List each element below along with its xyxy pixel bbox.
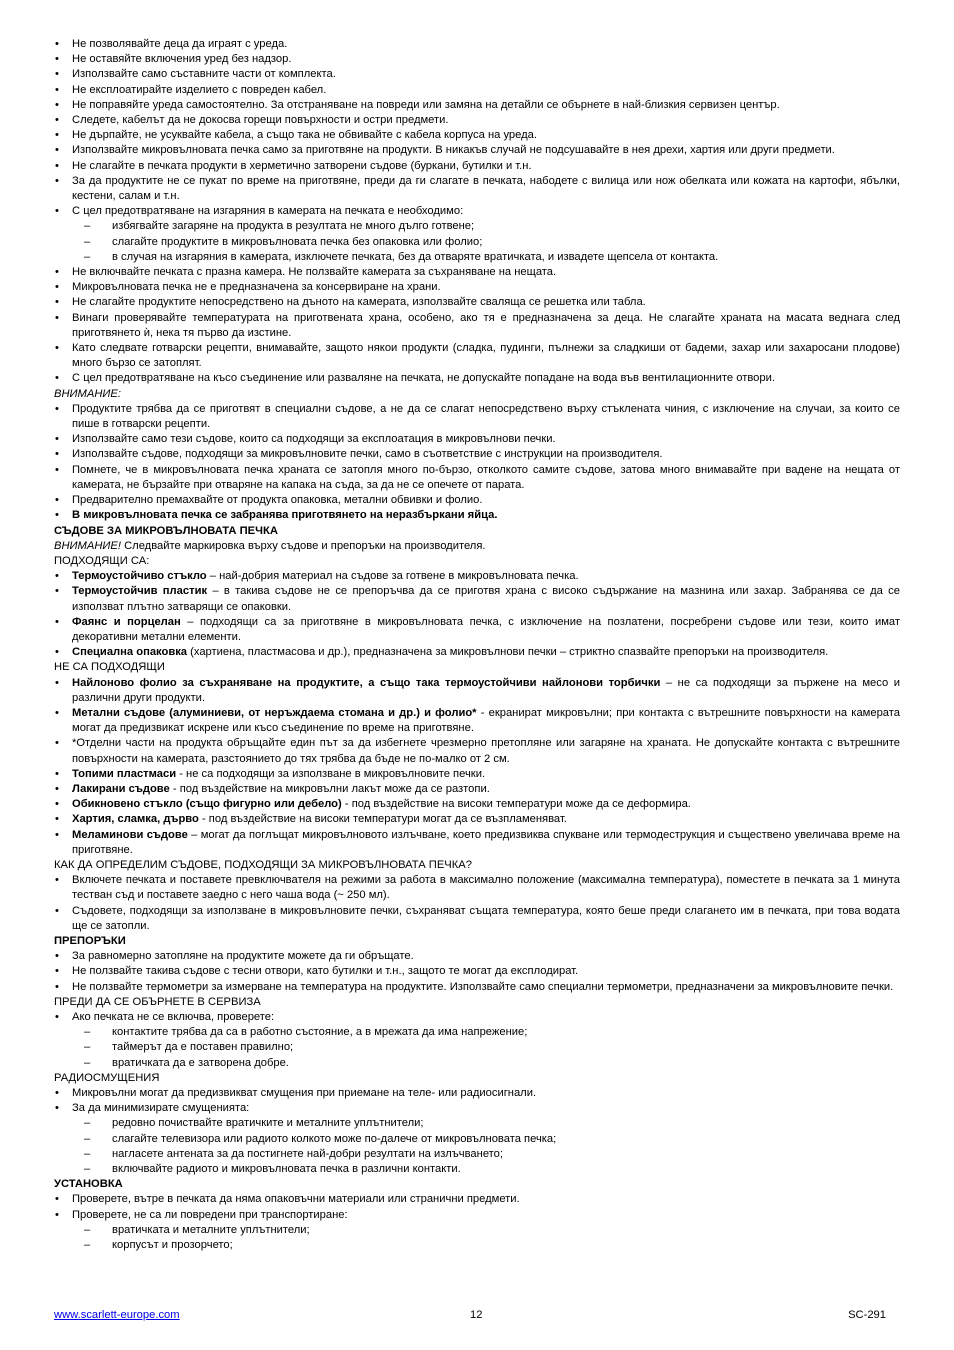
text-segment: таймерът да е поставен правилно; bbox=[112, 1041, 294, 1054]
text-segment: За да продуктите не се пукат по време на приготвяне, преди да ги слагате в печката, набодете с вилица или нож обелката или кожата на картофи, ябълки, кестени, салам и т.н. bbox=[72, 174, 900, 203]
bullet-item bbox=[54, 204, 900, 219]
text-segment: Не слагайте продуктите непосредствено на дъното на камерата, използвайте сваляща се решетка или табла. bbox=[72, 296, 646, 309]
text-segment: Микровълни могат да предизвикват смущения при приемане на теле- или радиосигнали. bbox=[72, 1087, 537, 1100]
bullet-item bbox=[54, 52, 900, 67]
text-segment: Използвайте само тези съдове, които са подходящи за експлоатация в микровълнови печки. bbox=[72, 433, 556, 446]
bullet-item bbox=[54, 1192, 900, 1207]
text-segment: Не включвайте печката с празна камера. Не ползвайте камерата за съхраняване на нещата. bbox=[72, 266, 557, 279]
section-line bbox=[54, 858, 900, 873]
bullet-item bbox=[54, 432, 900, 447]
dash-subitem bbox=[54, 219, 900, 234]
dash-subitem bbox=[54, 1116, 900, 1131]
text-segment: Не дърпайте, не усуквайте кабела, а също така не обвивайте с кабела корпуса на уреда. bbox=[72, 129, 537, 142]
text-segment: Не слагайте в печката продукти в херметично затворени съдове (буркани, бутилки и т.н. bbox=[72, 159, 532, 172]
bullet-item bbox=[54, 447, 900, 462]
model-number: SC-291 bbox=[848, 1309, 886, 1321]
text-segment: С цел предотвратяване на късо съединение или разваляне на печката, не допускайте попадане на вода във вентилационните отвори. bbox=[72, 372, 775, 385]
section-line bbox=[54, 554, 900, 569]
text-segment: вратичката и металните уплътнители; bbox=[112, 1223, 310, 1236]
page-footer bbox=[54, 1308, 886, 1324]
text-segment: Фаянс и порцелан bbox=[72, 615, 181, 628]
section-line bbox=[54, 539, 900, 554]
text-segment: РАДИОСМУЩЕНИЯ bbox=[54, 1071, 160, 1084]
text-segment: Метални съдове (алуминиеви, от неръждаема стомана и др.) и фолио* bbox=[72, 706, 477, 719]
dash-subitem bbox=[54, 1238, 900, 1253]
text-segment: Лакирани съдове bbox=[72, 782, 170, 795]
text-segment: ПРЕПОРЪКИ bbox=[54, 934, 126, 947]
text-segment: Не експлоатирайте изделието с повреден кабел. bbox=[72, 83, 327, 96]
dash-subitem bbox=[54, 1162, 900, 1177]
text-segment: Найлоново фолио за съхраняване на продуктите, а също така термоустойчиви найлонови торбички bbox=[72, 676, 661, 689]
bullet-item bbox=[54, 736, 900, 766]
text-segment: – в такива съдове не се препоръчва да се приготвя храна с високо съдържание на мазнина или захар. Забранява се да се използват плътно затварящи се опаковки. bbox=[72, 585, 901, 613]
text-segment: - екранират микровълни; при контакта с вътрешните повърхности на камерата могат да предизвикат искрене или късо съединение по време на приготвяне. bbox=[72, 706, 900, 735]
bullet-item bbox=[54, 174, 900, 204]
bullet-item bbox=[54, 37, 900, 52]
bullet-item bbox=[54, 1086, 900, 1101]
bullet-item bbox=[54, 493, 900, 508]
bullet-item bbox=[54, 280, 900, 295]
text-segment: включвайте радиото и микровълновата печка в различни контакти. bbox=[112, 1163, 461, 1176]
text-segment: Не ползвайте термометри за измерване на температура на продуктите. Използвайте само специални термометри, предназначени за микровълновите печки. bbox=[72, 980, 894, 993]
bullet-item bbox=[54, 706, 900, 736]
text-segment: Включете печката и поставете превключвателя на режими за работа в максимално положение (максимална температура), поместете в печката за 1 минута тестван съд и поставете заедно с него чаша вода (~ 250 мл). bbox=[72, 874, 900, 902]
bullet-item bbox=[54, 113, 900, 128]
text-segment: - не са подходящи за използване в микровълновите печки. bbox=[176, 767, 486, 780]
section-line bbox=[54, 660, 900, 675]
text-segment: *Отделни части на продукта обръщайте един път за да избегнете чрезмерно претопляне или загаряне на храната. Не допускайте контакта с вътрешните повърхности на камерата, разстоянието до тях трябва да бъде не по-малко от 2 см. bbox=[72, 737, 900, 765]
text-segment: Помнете, че в микровълновата печка храната се затопля много по-бързо, отколкото самите съдове, затова много внимавайте при вадене на нещата от камерата, не бързайте при отваряне на капака на съда, за да не се опечете от парата. bbox=[72, 463, 900, 491]
text-segment: корпусът и прозорчето; bbox=[112, 1239, 233, 1252]
bullet-item bbox=[54, 645, 900, 660]
text-segment: - под въздействие на високи температури може да се деформира. bbox=[341, 798, 691, 811]
bullet-item bbox=[54, 980, 900, 995]
text-segment: Специална опаковка bbox=[72, 646, 188, 659]
text-segment: Използвайте само съставните части от комплекта. bbox=[72, 68, 336, 81]
text-segment: Термоустойчиво стъкло bbox=[72, 570, 207, 583]
bullet-item bbox=[54, 67, 900, 82]
document-body bbox=[54, 37, 900, 1253]
bullet-item bbox=[54, 159, 900, 174]
bullet-item bbox=[54, 83, 900, 98]
bullet-item bbox=[54, 143, 900, 158]
text-segment: В микровълновата печка се забранява приготвянето на неразбъркани яйца. bbox=[72, 509, 498, 522]
bullet-item bbox=[54, 812, 900, 827]
text-segment: Не ползвайте такива съдове с тесни отвори, като бутилки и т.н., защото те могат да експлодират. bbox=[72, 965, 579, 978]
bullet-item bbox=[54, 371, 900, 386]
bullet-item bbox=[54, 569, 900, 584]
bullet-item bbox=[54, 767, 900, 782]
dash-subitem bbox=[54, 1147, 900, 1162]
text-segment: в случая на изгаряния в камерата, изключете печката, без да отваряте вратичката, и извадете щепсела от контакта. bbox=[112, 250, 719, 263]
bullet-item bbox=[54, 128, 900, 143]
text-segment: Не позволявайте деца да играят с уреда. bbox=[72, 38, 288, 50]
text-segment: Хартия, сламка, дърво bbox=[72, 813, 199, 826]
text-segment: С цел предотвратяване на изгаряния в камерата на печката е необходимо: bbox=[72, 205, 464, 218]
bullet-item bbox=[54, 402, 900, 432]
text-segment: УСТАНОВКА bbox=[54, 1178, 123, 1191]
bullet-item bbox=[54, 904, 900, 934]
section-line bbox=[54, 1177, 900, 1192]
text-segment: Топими пластмаси bbox=[72, 767, 177, 780]
bullet-item bbox=[54, 508, 900, 523]
dash-subitem bbox=[54, 235, 900, 250]
text-segment: ПОДХОДЯЩИ СА: bbox=[54, 554, 150, 567]
text-segment: – най-добрия материал на съдове за готвене в микровълновата печка. bbox=[206, 570, 579, 583]
dash-subitem bbox=[54, 1132, 900, 1147]
bullet-item bbox=[54, 295, 900, 310]
text-segment: Не поправяйте уреда самостоятелно. За отстраняване на повреди или замяна на детайли се обърнете в най-близкия сервизен център. bbox=[72, 98, 780, 111]
text-segment: – подходящи са за приготвяне в микровълновата печка, с изключение на позлатени, посребрени съдове или тези, които имат декоративни метални елементи. bbox=[72, 615, 901, 643]
text-segment: – не са подходящи за пържене на месо и различни други продукти. bbox=[72, 676, 900, 704]
text-segment: Следвайте маркировка върху съдове и препоръки на производителя. bbox=[120, 539, 486, 552]
text-segment: Проверете, вътре в печката да няма опаковъчни материали или странични предмети. bbox=[72, 1193, 520, 1206]
dash-subitem bbox=[54, 1223, 900, 1238]
bullet-item bbox=[54, 311, 900, 341]
text-segment: Винаги проверявайте температурата на приготвената храна, особено, ако тя е предназначена за деца. Не слагайте храната на масата веднага след приготвянето ѝ, нека тя първо да изстине. bbox=[72, 311, 900, 339]
bullet-item bbox=[54, 1208, 900, 1223]
text-segment: - под въздействие на микровълни лакът може да се разтопи. bbox=[169, 782, 490, 795]
bullet-item bbox=[54, 615, 900, 645]
text-segment: Използвайте микровълновата печка само за приготвяне на продукти. В никакъв случай не подсушавайте в нея дрехи, хартия или други предмети. bbox=[72, 144, 835, 157]
text-segment: За равномерно затопляне на продуктите можете да ги обръщате. bbox=[72, 950, 414, 963]
text-segment: – могат да поглъщат микровълновото излъчване, което предизвиква спукване или термодеструкция и съществено увеличава време на приготвяне. bbox=[72, 828, 900, 856]
text-segment: Използвайте съдове, подходящи за микровълновите печки, само в съответствие с инструкции на производителя. bbox=[72, 448, 663, 461]
text-segment: Следете, кабелът да не докосва горещи повърхности и остри предмети. bbox=[72, 114, 449, 127]
bullet-item bbox=[54, 1101, 900, 1116]
bullet-item bbox=[54, 782, 900, 797]
text-segment: Не оставяйте включения уред без надзор. bbox=[72, 53, 292, 66]
page-number: 12 bbox=[470, 1309, 483, 1321]
bullet-item bbox=[54, 463, 900, 493]
dash-subitem bbox=[54, 1025, 900, 1040]
bullet-item bbox=[54, 873, 900, 903]
text-segment: Предварително премахвайте от продукта опаковка, метални обвивки и фолио. bbox=[72, 494, 483, 507]
text-segment: НЕ СА ПОДХОДЯЩИ bbox=[54, 661, 165, 674]
section-line bbox=[54, 524, 900, 539]
bullet-item bbox=[54, 949, 900, 964]
text-segment: Проверете, не са ли повредени при транспортиране: bbox=[72, 1208, 348, 1221]
bullet-item bbox=[54, 584, 900, 614]
dash-subitem bbox=[54, 1056, 900, 1071]
text-segment: За да минимизирате смущенията: bbox=[72, 1102, 250, 1115]
text-segment: редовно почиствайте вратичките и металните уплътнители; bbox=[112, 1117, 424, 1130]
text-segment: избягвайте загаряне на продукта в резултата не много дълго готвене; bbox=[112, 220, 475, 233]
dash-subitem bbox=[54, 250, 900, 265]
text-segment: ВНИМАНИЕ! bbox=[54, 539, 121, 552]
bullet-item bbox=[54, 265, 900, 280]
bullet-item bbox=[54, 797, 900, 812]
text-segment: слагайте продуктите в микровълновата печка без опаковка или фолио; bbox=[112, 235, 483, 248]
text-segment: контактите трябва да са в работно състояние, а в мрежата да има напрежение; bbox=[112, 1026, 528, 1039]
text-segment: ПРЕДИ ДА СЕ ОБЪРНЕТЕ В СЕРВИЗА bbox=[54, 995, 261, 1008]
bullet-item bbox=[54, 828, 900, 858]
text-segment: Съдовете, подходящи за използване в микровълновите печки, съхраняват същата температура, която беше преди слагането им в печката, при това водата ще се затопли. bbox=[72, 904, 900, 932]
bullet-item bbox=[54, 98, 900, 113]
text-segment: нагласете антената за да постигнете най-добри резултати на излъчването; bbox=[112, 1147, 504, 1160]
section-line bbox=[54, 934, 900, 949]
text-segment: (хартиена, пластмасова и др.), предназначена за микровълнови печки – стриктно спазвайте препоръки на производителя. bbox=[187, 646, 829, 659]
text-segment: ВНИМАНИЕ: bbox=[54, 387, 121, 400]
bullet-item bbox=[54, 964, 900, 979]
text-segment: Ако печката не се включва, проверете: bbox=[72, 1011, 275, 1023]
section-line bbox=[54, 387, 900, 402]
text-segment: Микровълновата печка не е предназначена за консервиране на храни. bbox=[72, 281, 441, 294]
text-segment: СЪДОВЕ ЗА МИКРОВЪЛНОВАТА ПЕЧКА bbox=[54, 524, 278, 537]
bullet-item bbox=[54, 341, 900, 371]
website-link[interactable]: www.scarlett-europe.com bbox=[54, 1309, 180, 1321]
text-segment: - под въздействие на високи температури могат да се възпламеняват. bbox=[198, 813, 567, 826]
text-segment: вратичката да е затворена добре. bbox=[112, 1056, 289, 1069]
section-line bbox=[54, 995, 900, 1010]
text-segment: слагайте телевизора или радиото колкото може по-далече от микровълновата печка; bbox=[112, 1132, 557, 1145]
text-segment: Като следвате готварски рецепти, внимавайте, защото някои продукти (сладка, пудинги, пълнежи за сладкиши от бадеми, захар или захаросани плодове) много бързо се затоплят. bbox=[72, 342, 900, 370]
text-segment: Обикновено стъкло (също фигурно или дебело) bbox=[72, 798, 342, 811]
section-line bbox=[54, 1071, 900, 1086]
bullet-item bbox=[54, 676, 900, 706]
text-segment: Продуктите трябва да се приготвят в специални съдове, а не да се слагат непосредствено върху стъклената чиния, с изключение на случаи, за които се пише в готварски рецепти. bbox=[72, 402, 900, 431]
text-segment: Термоустойчив пластик bbox=[72, 585, 208, 598]
text-segment: Меламинови съдове bbox=[72, 828, 188, 841]
bullet-item bbox=[54, 1010, 900, 1025]
dash-subitem bbox=[54, 1040, 900, 1055]
text-segment: КАК ДА ОПРЕДЕЛИМ СЪДОВЕ, ПОДХОДЯЩИ ЗА МИКРОВЪЛНОВАТА ПЕЧКА? bbox=[54, 858, 472, 871]
